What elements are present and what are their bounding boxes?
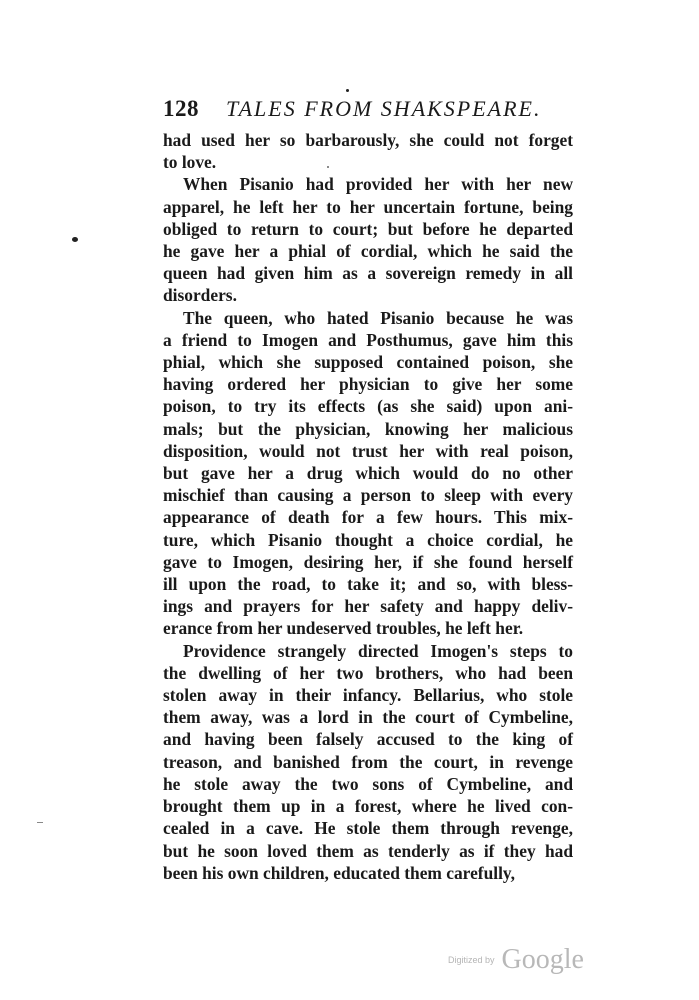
text-line: phial, which she supposed contained poison, she: [163, 352, 573, 373]
text-line: but gave her a drug which would do no other: [163, 463, 573, 484]
text-line: disorders.: [163, 285, 237, 306]
running-title: TALES FROM SHAKSPEARE.: [226, 96, 542, 121]
text-line: but he soon loved them as tenderly as if they had: [163, 840, 573, 861]
text-line: he gave her a phial of cordial, which he said the: [163, 241, 573, 262]
text-line: the dwelling of her two brothers, who had been: [163, 662, 573, 683]
stray-dot-top: [346, 89, 349, 92]
stray-dot-margin: [72, 237, 78, 242]
text-line: apparel, he left her to her uncertain fortune, being: [163, 196, 573, 217]
text-line: poison, to try its effects (as she said) upon ani-: [163, 396, 573, 417]
text-line: had used her so barbarously, she could not forget: [163, 130, 573, 150]
text-line: ings and prayers for her safety and happy deliv-: [163, 596, 573, 617]
paragraph: [163, 129, 573, 173]
text-line: brought them up in a forest, where he lived con-: [163, 796, 573, 817]
google-logo: Google: [501, 944, 584, 975]
text-line: obliged to return to court; but before he departed: [163, 218, 573, 239]
paragraph: [163, 173, 573, 306]
text-line: mischief than causing a person to sleep with every: [163, 485, 573, 506]
text-line: them away, was a lord in the court of Cymbeline,: [163, 707, 573, 728]
stray-dash-margin: [37, 822, 43, 823]
text-line: cealed in a cave. He stole them through revenge,: [163, 818, 573, 839]
text-line: appearance of death for a few hours. This mix-: [163, 507, 573, 528]
page-header: [163, 96, 583, 124]
text-line: and having been falsely accused to the king of: [163, 729, 573, 750]
text-line: a friend to Imogen and Posthumus, gave him this: [163, 329, 573, 350]
body-text: [163, 129, 573, 884]
paragraph: [163, 307, 573, 640]
digitized-by-label: Digitized by: [448, 955, 495, 965]
text-line: stolen away in their infancy. Bellarius, who stole: [163, 685, 573, 706]
text-line: treason, and banished from the court, in revenge: [163, 751, 573, 772]
page-number: 128: [163, 96, 199, 121]
text-line: mals; but the physician, knowing her malicious: [163, 418, 573, 439]
text-line: ill upon the road, to take it; and so, with bless-: [163, 574, 573, 595]
text-line: gave to Imogen, desiring her, if she found herself: [163, 551, 573, 572]
text-line: been his own children, educated them carefully,: [163, 862, 516, 883]
text-line: The queen, who hated Pisanio because he was: [183, 307, 573, 328]
text-line: he stole away the two sons of Cymbeline, and: [163, 773, 573, 794]
text-line: erance from her undeserved troubles, he left her.: [163, 618, 524, 639]
text-line: Providence strangely directed Imogen's steps to: [183, 640, 573, 661]
digitized-by-watermark: [448, 944, 584, 976]
text-line: having ordered her physician to give her some: [163, 374, 573, 395]
text-line: queen had given him as a sovereign remedy in all: [163, 263, 573, 284]
text-line: to love.: [163, 152, 217, 173]
text-line: ture, which Pisanio thought a choice cordial, he: [163, 529, 573, 550]
text-line: When Pisanio had provided her with her new: [183, 174, 573, 195]
paragraph: [163, 640, 573, 884]
text-line: disposition, would not trust her with real poison,: [163, 440, 573, 461]
